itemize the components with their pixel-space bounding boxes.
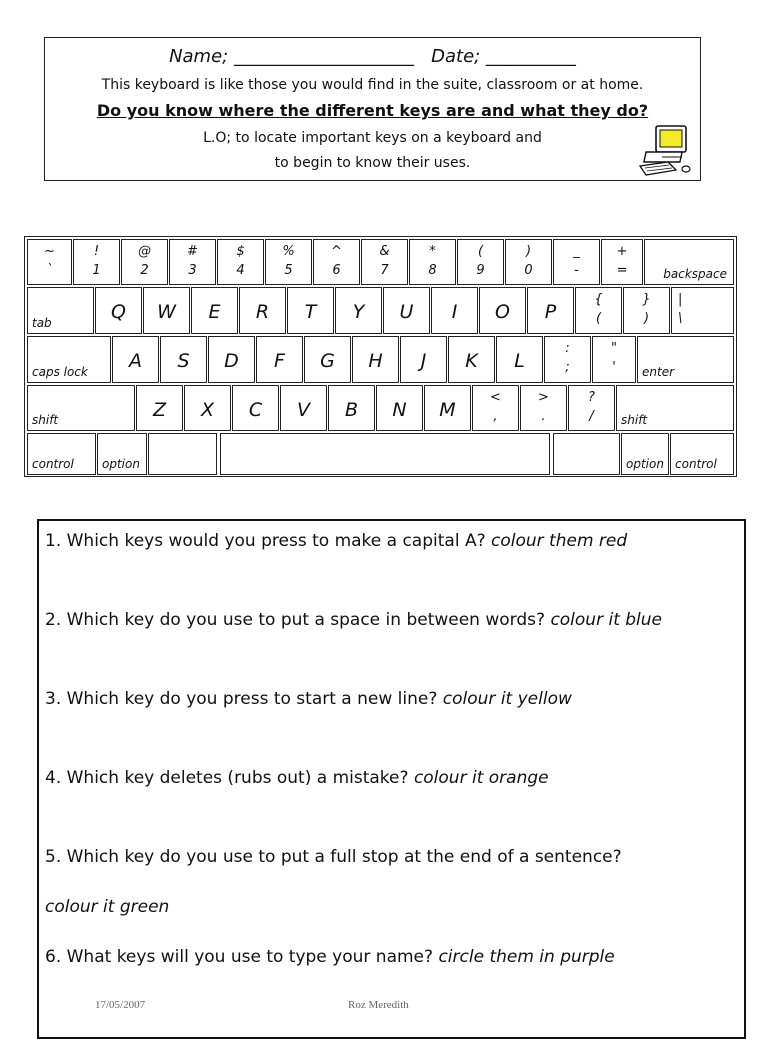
key-letter: J [420,350,427,372]
key-r[interactable] [239,287,286,334]
key-top-char: " [611,341,617,356]
key-0[interactable] [505,239,552,285]
key-minus[interactable] [553,239,600,285]
key-bottom-char: ` [46,263,53,278]
key-top-char: } [642,292,651,307]
key-label: control [32,457,74,471]
keyboard-diagram [24,236,737,477]
key-d[interactable] [208,336,255,383]
question-instruction: colour it orange [413,768,549,788]
key-top-char: ! [93,244,100,259]
key-letter: U [399,301,414,323]
question-instruction: colour it yellow [442,689,572,709]
key-top-char: ( [477,244,484,259]
key-letter: F [274,350,285,372]
key-4[interactable] [217,239,264,285]
key-control-left[interactable] [27,433,96,475]
key-s[interactable] [160,336,207,383]
key-caps-lock[interactable] [27,336,111,383]
key-bottom-char: 6 [332,263,341,278]
key-top-char: $ [236,244,245,259]
key-bottom-char: 2 [140,263,149,278]
key-letter: R [255,301,270,323]
key-top-char: ^ [331,244,342,259]
question-text: 2. Which key do you use to put a space in between words? [45,610,546,630]
key-p[interactable] [527,287,574,334]
key-option-left[interactable] [97,433,147,475]
key-top-char: ? [588,390,595,405]
key-letter: L [514,350,525,372]
key-letter: W [157,301,176,323]
key-label: enter [642,365,675,379]
key-comma[interactable] [472,385,519,431]
key-bottom-char: 3 [188,263,197,278]
key-shift-left[interactable] [27,385,135,431]
key-top-char: > [538,390,549,405]
question-instruction: colour it blue [550,610,663,630]
key-bottom-char: 4 [236,263,245,278]
key-u[interactable] [383,287,430,334]
key-letter: K [465,350,478,372]
key-top-char: : [565,341,570,356]
key-top-char: ~ [44,244,55,259]
key-q[interactable] [95,287,142,334]
key-label: shift [621,413,648,427]
key-top-char: ) [525,244,532,259]
key-blank-left[interactable] [148,433,217,475]
key-bottom-char: 0 [524,263,533,278]
key-label: tab [32,316,52,330]
key-period[interactable] [520,385,567,431]
key-top-char: + [616,244,628,259]
key-2[interactable] [121,239,168,285]
key-letter: H [368,350,383,372]
worksheet-header [44,37,701,181]
key-bottom-char: 7 [380,263,389,278]
key-letter: I [451,301,458,323]
key-letter: N [392,399,407,421]
key-label: caps lock [32,365,88,379]
key-label: shift [32,413,59,427]
key-top-char: % [282,244,295,259]
key-letter: T [304,301,317,323]
question-5 [45,847,622,867]
key-y[interactable] [335,287,382,334]
question-3 [45,689,572,709]
key-a[interactable] [112,336,159,383]
key-letter: O [495,301,510,323]
key-e[interactable] [191,287,238,334]
key-letter: P [544,301,557,323]
name-date-line: Name; ____________________ Date; __________ [169,46,576,67]
question-4 [45,768,549,788]
question-2 [45,610,662,630]
question-text: 5. Which key do you use to put a full stop at the end of a sentence? [45,847,622,867]
key-top-char: & [379,244,390,259]
key-x[interactable] [184,385,231,431]
question-6 [45,947,615,967]
question-text: 4. Which key deletes (rubs out) a mistake? [45,768,409,788]
key-slash[interactable] [568,385,615,431]
key-bottom-char: ) [643,311,650,326]
key-g[interactable] [304,336,351,383]
key-bottom-char: = [616,263,628,278]
key-quote[interactable] [592,336,636,383]
key-top-char: < [490,390,501,405]
question-instruction: colour them red [491,531,628,551]
key-f[interactable] [256,336,303,383]
key-letter: Z [152,399,167,421]
question-1 [45,531,627,551]
key-semicolon[interactable] [544,336,591,383]
questions-box [37,519,746,1039]
key-blank-right[interactable] [553,433,620,475]
key-bottom-char: \ [678,311,683,326]
key-letter: D [224,350,239,372]
key-1[interactable] [73,239,120,285]
key-backtick[interactable] [27,239,72,285]
key-letter: B [344,399,359,421]
key-bottom-char: / [589,409,594,424]
key-bottom-char: 9 [476,263,485,278]
key-left-brace[interactable] [575,287,622,334]
key-k[interactable] [448,336,495,383]
key-top-char: _ [573,244,580,259]
key-backspace[interactable] [644,239,734,285]
question-5-instruction: colour it green [45,897,170,917]
key-control-right[interactable] [670,433,734,475]
learning-objective-line-2: to begin to know their uses. [274,155,471,171]
key-label: option [102,457,140,471]
key-7[interactable] [361,239,408,285]
learning-objective-line-1: L.O; to locate important keys on a keyboard and [203,130,542,146]
question-text: 6. What keys will you use to type your name? [45,947,434,967]
key-top-char: * [429,244,436,259]
key-bottom-char: 5 [284,263,293,278]
key-letter: S [177,350,190,372]
key-letter: A [129,350,142,372]
key-bottom-char: ' [612,360,616,375]
computer-clipart-icon [638,124,694,176]
key-i[interactable] [431,287,478,334]
key-letter: M [439,399,456,421]
key-spacebar[interactable] [220,433,550,475]
key-3[interactable] [169,239,216,285]
key-tab[interactable] [27,287,94,334]
key-bottom-char: ( [595,311,602,326]
key-bottom-char: ; [565,360,570,375]
key-b[interactable] [328,385,375,431]
key-h[interactable] [352,336,399,383]
footer-author: Roz Meredith [348,999,409,1011]
key-letter: Q [111,301,126,323]
key-6[interactable] [313,239,360,285]
key-c[interactable] [232,385,279,431]
main-question: Do you know where the different keys are and what they do? [96,101,649,120]
key-right-brace[interactable] [623,287,670,334]
key-m[interactable] [424,385,471,431]
key-top-char: { [594,292,603,307]
key-v[interactable] [280,385,327,431]
key-bottom-char: 1 [92,263,101,278]
key-j[interactable] [400,336,447,383]
question-instruction: circle them in purple [438,947,615,967]
key-5[interactable] [265,239,312,285]
key-bottom-char: . [541,409,546,424]
key-bottom-char: , [493,409,498,424]
intro-text: This keyboard is like those you would find in the suite, classroom or at home. [101,77,644,93]
key-label: option [626,457,664,471]
key-option-right[interactable] [621,433,669,475]
key-top-char: @ [138,244,151,259]
key-letter: V [297,399,310,421]
key-bottom-char: 8 [428,263,437,278]
key-n[interactable] [376,385,423,431]
key-letter: Y [352,301,365,323]
key-bottom-char: - [574,263,579,278]
footer-date: 17/05/2007 [95,999,146,1011]
key-z[interactable] [136,385,183,431]
key-label: control [675,457,717,471]
key-9[interactable] [457,239,504,285]
key-shift-right[interactable] [616,385,734,431]
key-top-char: # [187,244,198,259]
key-backslash[interactable] [671,287,734,334]
key-o[interactable] [479,287,526,334]
key-enter[interactable] [637,336,734,383]
key-top-char: | [678,292,683,307]
key-t[interactable] [287,287,334,334]
key-letter: G [320,350,335,372]
key-letter: C [248,399,263,421]
key-8[interactable] [409,239,456,285]
question-text: 1. Which keys would you press to make a capital A? [45,531,486,551]
key-label: backspace [663,267,727,281]
key-equals[interactable] [601,239,643,285]
key-l[interactable] [496,336,543,383]
key-w[interactable] [143,287,190,334]
key-letter: E [208,301,221,323]
question-text: 3. Which key do you press to start a new line? [45,689,438,709]
key-letter: X [200,399,215,421]
